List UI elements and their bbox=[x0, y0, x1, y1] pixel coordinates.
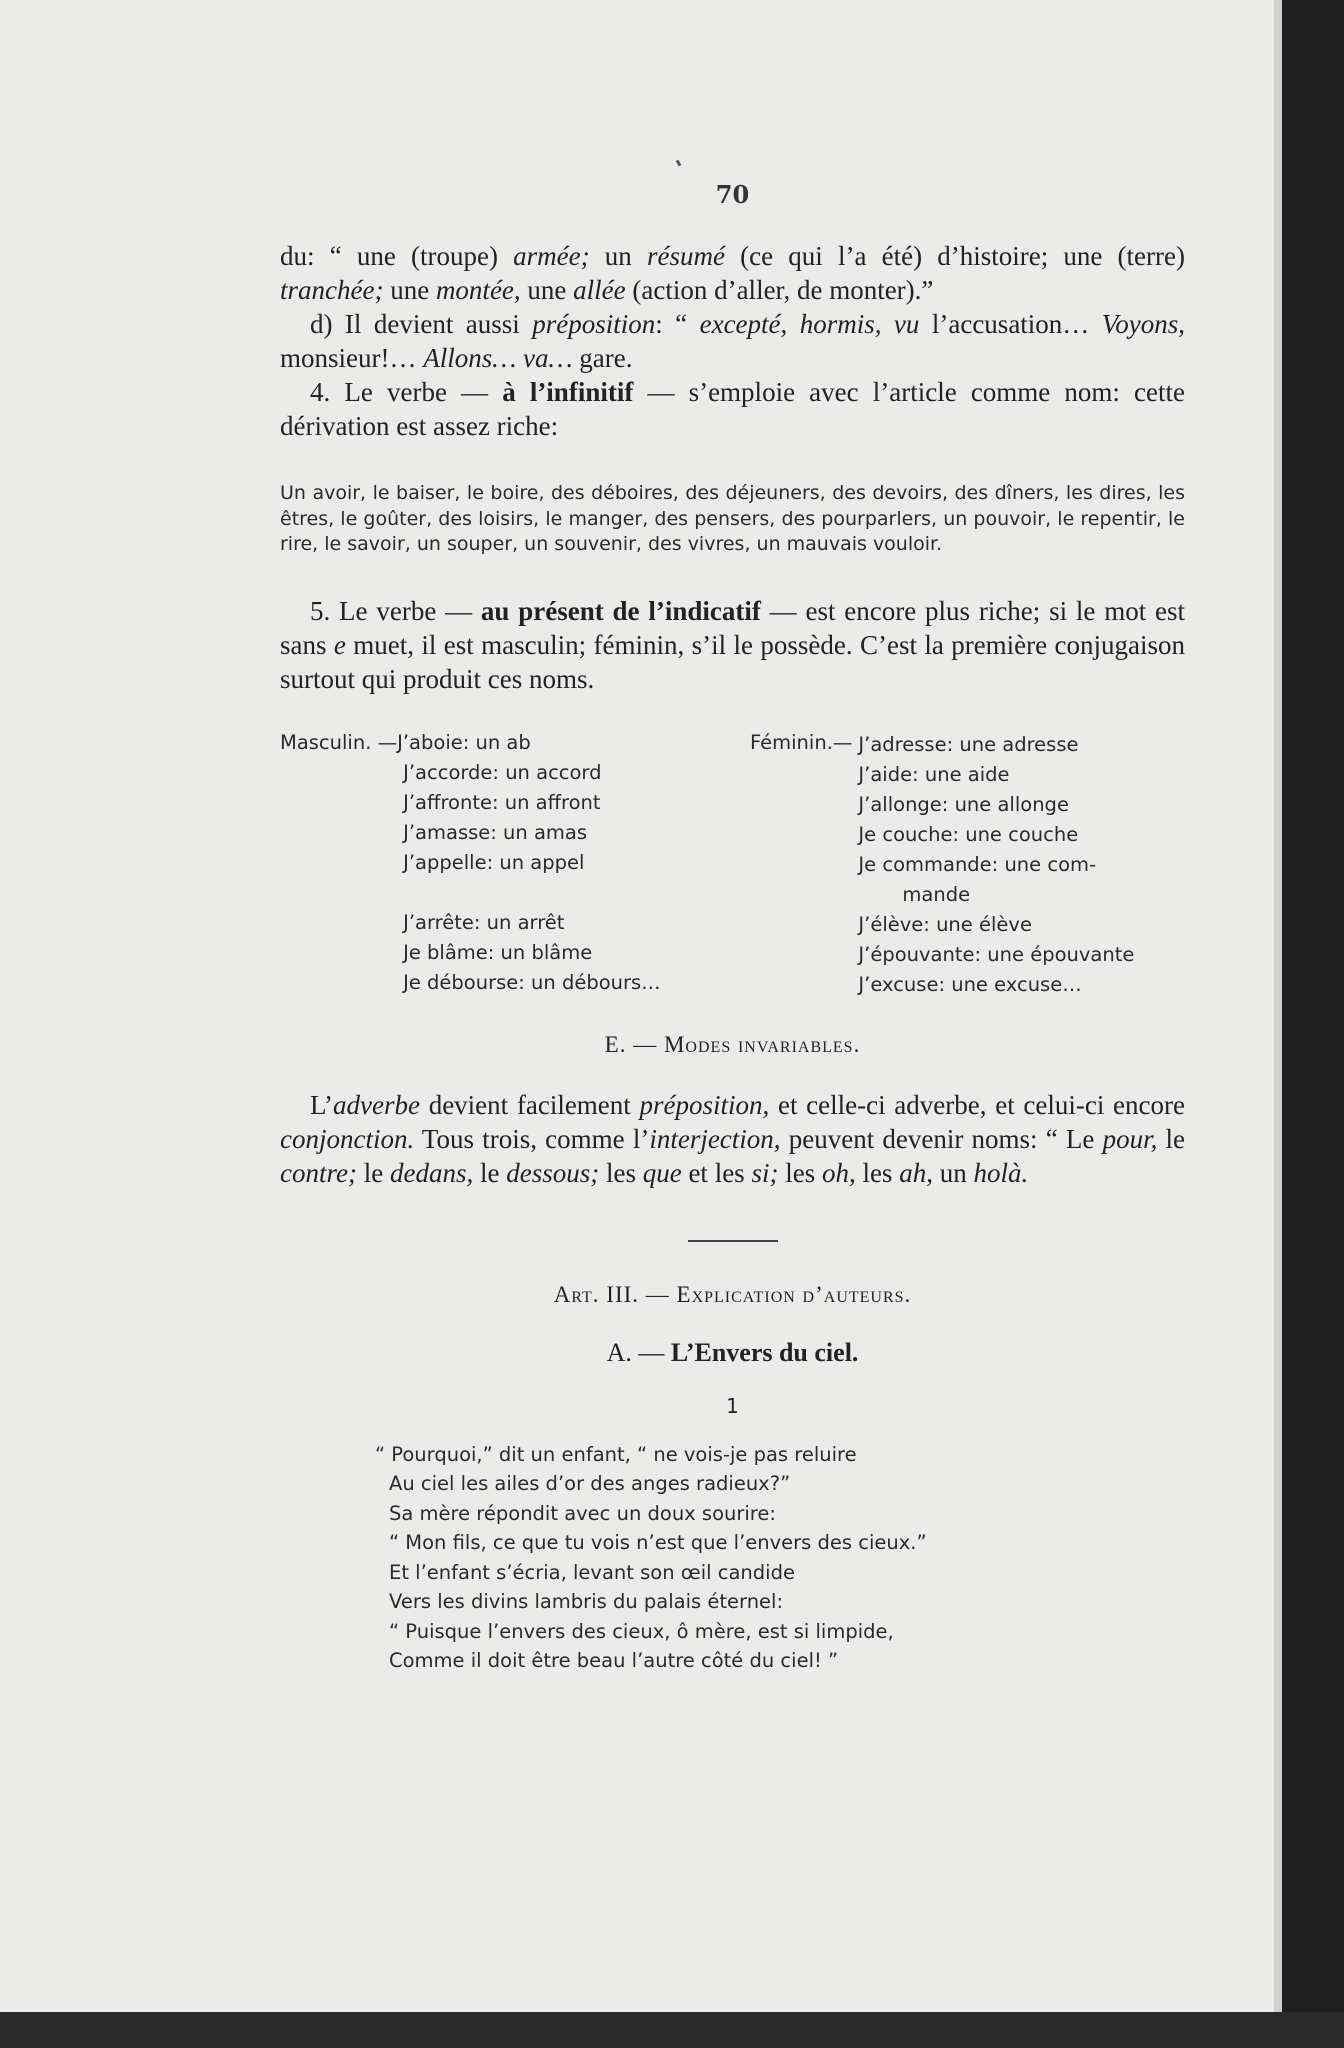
text: du: “ une (troupe) bbox=[280, 241, 514, 271]
poem-line: Au ciel les ailes d’or des anges radieux?” bbox=[389, 1472, 791, 1495]
spacer bbox=[403, 878, 661, 908]
text: 5. Le verbe — bbox=[310, 595, 481, 626]
text: les bbox=[599, 1157, 643, 1188]
italic-text: montée, bbox=[435, 275, 521, 305]
heading-prefix: E. — bbox=[604, 1031, 664, 1057]
italic-text: que bbox=[642, 1157, 682, 1188]
poem-line: Comme il doit être beau l’autre côté du ciel! ” bbox=[389, 1649, 839, 1672]
text: un bbox=[932, 1157, 974, 1188]
italic-text: adverbe bbox=[333, 1089, 420, 1120]
paragraph-4 bbox=[280, 594, 1185, 696]
poem-line: “ Puisque l’envers des cieux, ô mère, est si limpide, bbox=[389, 1619, 894, 1643]
paragraph-2 bbox=[280, 307, 1185, 375]
adverbe-paragraph bbox=[280, 1088, 1185, 1190]
poem-line: “ Mon fils, ce que tu vois n’est que l’envers des cieux.” bbox=[389, 1531, 927, 1554]
section-e-heading bbox=[280, 1032, 1185, 1058]
scan-frame-bottom bbox=[0, 2012, 1344, 2048]
sub-a-heading bbox=[280, 1338, 1185, 1368]
list-item: J’excuse: une excuse… bbox=[858, 972, 1082, 996]
italic-text: Voyons, bbox=[1101, 309, 1185, 339]
bold-text: à l’infinitif bbox=[502, 377, 634, 407]
paragraph-3 bbox=[280, 375, 1185, 443]
poem-line: Et l’enfant s’écria, levant son œil candide bbox=[389, 1560, 795, 1584]
masculin-column bbox=[280, 728, 740, 1000]
text: peuvent devenir noms: “ Le bbox=[780, 1123, 1103, 1154]
heading-title: L’Envers du ciel. bbox=[670, 1337, 859, 1367]
text: d) Il devient aussi bbox=[310, 309, 533, 339]
text: muet, il est masculin; féminin, s’il le possède. C’est la première conjugaison surtout qui produit ces noms. bbox=[280, 629, 1186, 694]
text: Tous trois, comme l’ bbox=[414, 1123, 650, 1154]
text: — est encore plus riche; si le mot est sans bbox=[280, 595, 1185, 660]
body-text-2 bbox=[280, 594, 1185, 696]
bold-text: au présent de l’indicatif bbox=[480, 595, 761, 626]
text: un bbox=[589, 241, 647, 271]
italic-text: oh, bbox=[821, 1157, 856, 1188]
list-item: J’accorde: un accord bbox=[403, 760, 602, 784]
text: une bbox=[520, 275, 574, 305]
page bbox=[280, 180, 1185, 1676]
page-number: 70 bbox=[715, 180, 750, 209]
text: devient facilement bbox=[419, 1089, 640, 1120]
text: L’ bbox=[310, 1089, 334, 1120]
list-item: J’allonge: une allonge bbox=[858, 792, 1069, 816]
list-item: Je blâme: un blâme bbox=[403, 940, 593, 964]
poem-line: “ Pourquoi,” dit un enfant, “ ne vois-je pas reluire bbox=[375, 1442, 857, 1466]
list-item: J’adresse: une adresse bbox=[858, 732, 1079, 756]
infinitive-examples: Un avoir, le baiser, le boire, des déboires, des déjeuners, des devoirs, des dîners, les dires, les êtres, le goûter, des loisirs, le manger, des pensers, des pourparlers, un pouvoir, le repentir, le rire, le savoir, un souper, un souvenir, des vivres, un mauvais vouloir. bbox=[280, 482, 1185, 555]
feminin-label: Féminin.— bbox=[750, 730, 853, 754]
list-item: mande bbox=[902, 882, 971, 906]
list-item: Je couche: une couche bbox=[858, 822, 1079, 846]
italic-text: contre; bbox=[280, 1157, 357, 1188]
body-text bbox=[280, 239, 1185, 443]
text: gare. bbox=[572, 343, 633, 373]
list-item: J’affronte: un affront bbox=[403, 790, 601, 814]
list-item: J’aide: une aide bbox=[858, 762, 1010, 786]
section-divider bbox=[688, 1240, 778, 1242]
italic-text: e bbox=[333, 629, 346, 660]
text: le bbox=[473, 1157, 507, 1188]
poem-number: 1 bbox=[726, 1393, 739, 1418]
list-item: Je débourse: un débours… bbox=[403, 970, 661, 994]
heading-prefix: Art. III. — bbox=[553, 1281, 677, 1307]
list-item: J’arrête: un arrêt bbox=[403, 910, 565, 934]
art3-heading bbox=[280, 1282, 1185, 1308]
list-item: J’aboie: un ab bbox=[397, 730, 531, 754]
text: et les bbox=[681, 1157, 752, 1188]
text: le bbox=[356, 1157, 390, 1188]
text: le bbox=[1157, 1123, 1185, 1154]
text: (ce qui l’a été) d’histoire; une (terre) bbox=[724, 241, 1185, 271]
feminin-items bbox=[852, 728, 1134, 1000]
italic-text: armée; bbox=[513, 241, 590, 271]
text: l’accusation… bbox=[919, 309, 1102, 339]
text: — s’emploie avec l’article comme nom: cette dérivation est assez riche: bbox=[280, 377, 1185, 441]
italic-text: pour, bbox=[1102, 1123, 1158, 1154]
italic-text: conjonction. bbox=[280, 1123, 415, 1154]
masculin-items bbox=[397, 728, 661, 1000]
italic-text: ah, bbox=[899, 1157, 933, 1188]
text: les bbox=[855, 1157, 900, 1188]
italic-text: dedans, bbox=[389, 1157, 474, 1188]
italic-text: préposition, bbox=[639, 1089, 770, 1120]
scan-frame-edge bbox=[1274, 0, 1282, 2048]
heading-title: Explication d’auteurs. bbox=[676, 1281, 912, 1307]
list-item: J’amasse: un amas bbox=[403, 820, 588, 844]
gender-examples bbox=[280, 728, 1185, 1000]
italic-text: interjection, bbox=[649, 1123, 781, 1154]
list-item: J’élève: une élève bbox=[858, 912, 1032, 936]
italic-text: si; bbox=[751, 1157, 779, 1188]
text: et celle-ci adverbe, et celui-ci encore bbox=[769, 1089, 1185, 1120]
list-item: J’appelle: un appel bbox=[403, 850, 585, 874]
paragraph-5 bbox=[280, 1088, 1185, 1190]
text: : “ bbox=[655, 309, 700, 339]
text: monsieur!… bbox=[280, 343, 424, 373]
text: une bbox=[383, 275, 436, 305]
italic-text: allée bbox=[573, 275, 626, 305]
heading-prefix: A. — bbox=[606, 1337, 671, 1367]
text: les bbox=[778, 1157, 822, 1188]
italic-text: préposition bbox=[532, 309, 656, 339]
italic-text: dessous; bbox=[506, 1157, 600, 1188]
list-item: J’épouvante: une épouvante bbox=[858, 942, 1135, 966]
italic-text: tranchée; bbox=[280, 275, 384, 305]
italic-text: holà. bbox=[973, 1157, 1029, 1188]
scan-frame-right bbox=[1282, 0, 1344, 2048]
feminin-column bbox=[740, 728, 1185, 1000]
scan-speck bbox=[676, 160, 682, 167]
masculin-label: Masculin. — bbox=[280, 730, 398, 754]
heading-title: Modes invariables. bbox=[663, 1031, 861, 1057]
italic-text: Allons… va… bbox=[423, 343, 573, 373]
poem-line: Sa mère répondit avec un doux sourire: bbox=[389, 1501, 776, 1525]
list-item: Je commande: une com- bbox=[858, 852, 1097, 876]
text: 4. Le verbe — bbox=[310, 377, 503, 407]
italic-text: excepté, hormis, vu bbox=[699, 309, 920, 339]
poem bbox=[375, 1440, 1185, 1676]
text: (action d’aller, de monter).” bbox=[625, 275, 934, 305]
poem-line: Vers les divins lambris du palais éternel: bbox=[389, 1590, 784, 1613]
paragraph-1 bbox=[280, 239, 1185, 307]
italic-text: résumé bbox=[646, 241, 725, 271]
